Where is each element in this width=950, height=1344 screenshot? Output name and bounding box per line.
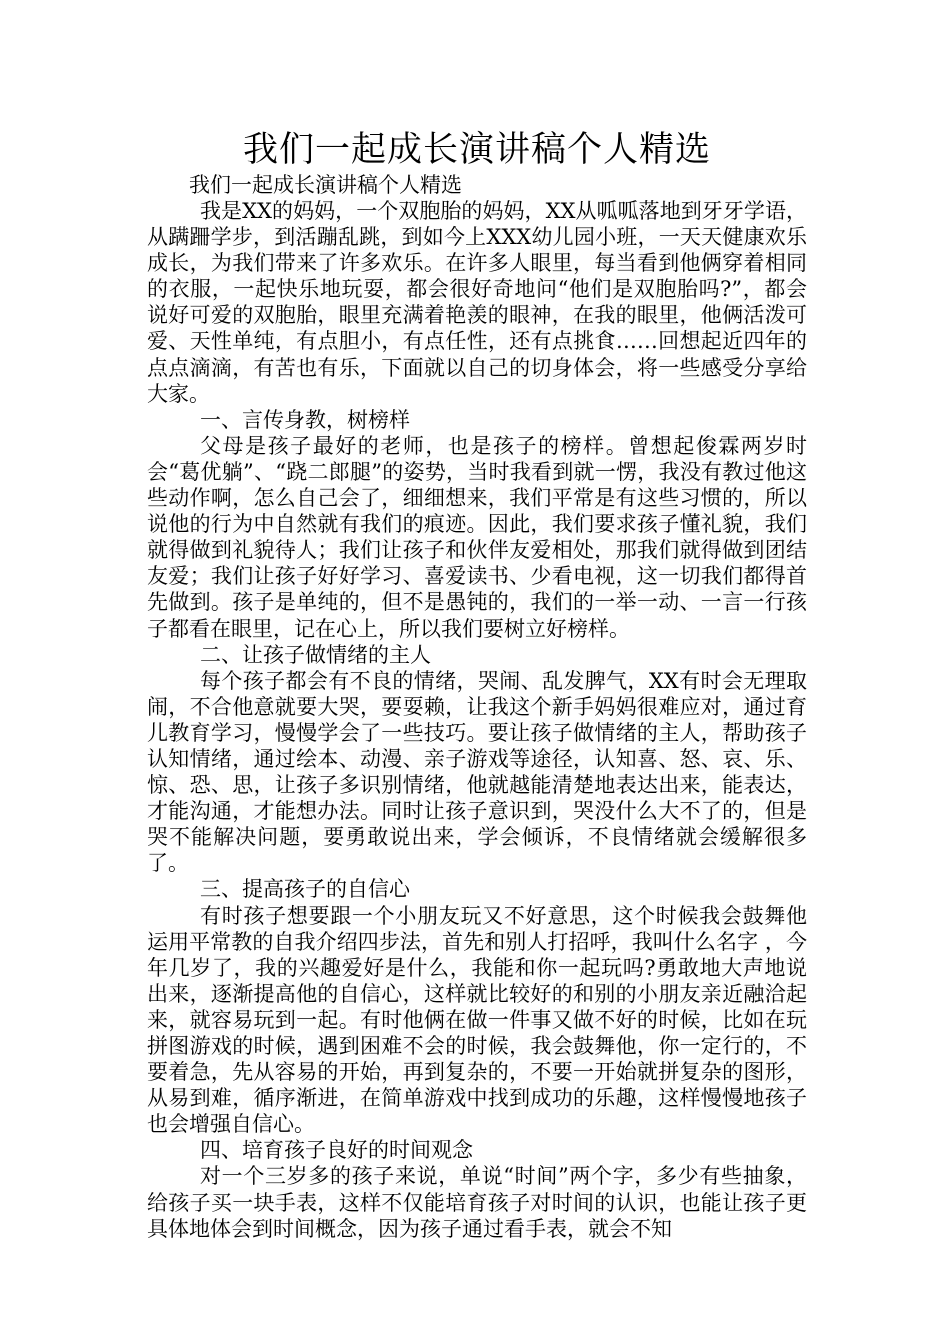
paragraph-section-2: 每个孩子都会有不良的情绪，哭闹、乱发脾气，XX有时会无理取闹，不合他意就要大哭，要耍赖，让我这个新手妈妈很难应对，通过育儿教育学习，慢慢学会了一些技巧。要让孩子做情绪的主人，帮助孩子认知情绪，通过绘本、动漫、亲子游戏等途径，认知喜、怒、哀、乐、惊、恐、思，让孩子多识别情绪，他就越能清楚地表达出来，能表达，才能沟通，才能想办法。同时让孩子意识到，哭没什么大不了的，但是哭不能解决问题，要勇敢说出来，学会倾诉，不良情绪就会缓解很多了。	[147, 668, 807, 876]
document-subtitle: 我们一起成长演讲稿个人精选	[189, 173, 462, 197]
document-page	[147, 128, 807, 1242]
document-title: 我们一起成长演讲稿个人精选	[242, 130, 711, 170]
section-heading-1: 一、言传身教，树榜样	[200, 407, 410, 432]
paragraph-section-4: 对一个三岁多的孩子来说，单说“时间”两个字，多少有些抽象，给孩子买一块手表，这样不仅能培育孩子对时间的认识，也能让孩子更具体地体会到时间概念，因为孩子通过看手表，就会不知	[147, 1164, 807, 1241]
paragraph-section-1: 父母是孩子最好的老师，也是孩子的榜样。曾想起俊霖两岁时会“葛优躺”、“跷二郎腿”的姿势，当时我看到就一愣，我没有教过他这些动作啊，怎么自己会了，细细想来，我们平常是有这些习惯的，所以说他的行为中自然就有我们的痕迹。因此，我们要求孩子懂礼貌，我们就得做到礼貌待人；我们让孩子和伙伴友爱相处，那我们就得做到团结友爱；我们让孩子好好学习、喜爱读书、少看电视，这一切我们都得首先做到。孩子是单纯的，但不是愚钝的，我们的一举一动、一言一行孩子都看在眼里，记在心上，所以我们要树立好榜样。	[147, 433, 807, 641]
section-heading-4: 四、培育孩子良好的时间观念	[200, 1138, 473, 1163]
paragraph-intro: 我是XX的妈妈，一个双胞胎的妈妈，XX从呱呱落地到牙牙学语，从蹒跚学步，到活蹦乱跳，到如今上XXX幼儿园小班，一天天健康欢乐成长，为我们带来了许多欢乐。在许多人眼里，每当看到他俩穿着相同的衣服，一起快乐地玩耍，都会很好奇地问“他们是双胞胎吗?”，都会说好可爱的双胞胎，眼里充满着艳羡的眼神，在我的眼里，他俩活泼可爱、天性单纯，有点胆小，有点任性，还有点挑食……回想起近四年的点点滴滴，有苦也有乐，下面就以自己的切身体会，将一些感受分享给大家。	[147, 199, 807, 406]
paragraph-section-3: 有时孩子想要跟一个小朋友玩又不好意思，这个时候我会鼓舞他运用平常教的自我介绍四步法，首先和别人打招呼，我叫什么名字 ，今年几岁了，我的兴趣爱好是什么，我能和你一起玩吗?勇敢地大声地说出来，逐渐提高他的自信心，这样就比较好的和别的小朋友亲近融洽起来，就容易玩到一起。有时他俩在做一件事又做不好的时候，比如在玩拼图游戏的时候，遇到困难不会的时候，我会鼓舞他，你一定行的，不要着急，先从容易的开始，再到复杂的，不要一开始就拼复杂的图形，从易到难，循序渐进，在简单游戏中找到成功的乐趣，这样慢慢地孩子也会增强自信心。	[147, 903, 807, 1137]
section-heading-3: 三、提高孩子的自信心	[200, 877, 410, 902]
section-heading-2: 二、让孩子做情绪的主人	[200, 642, 431, 667]
